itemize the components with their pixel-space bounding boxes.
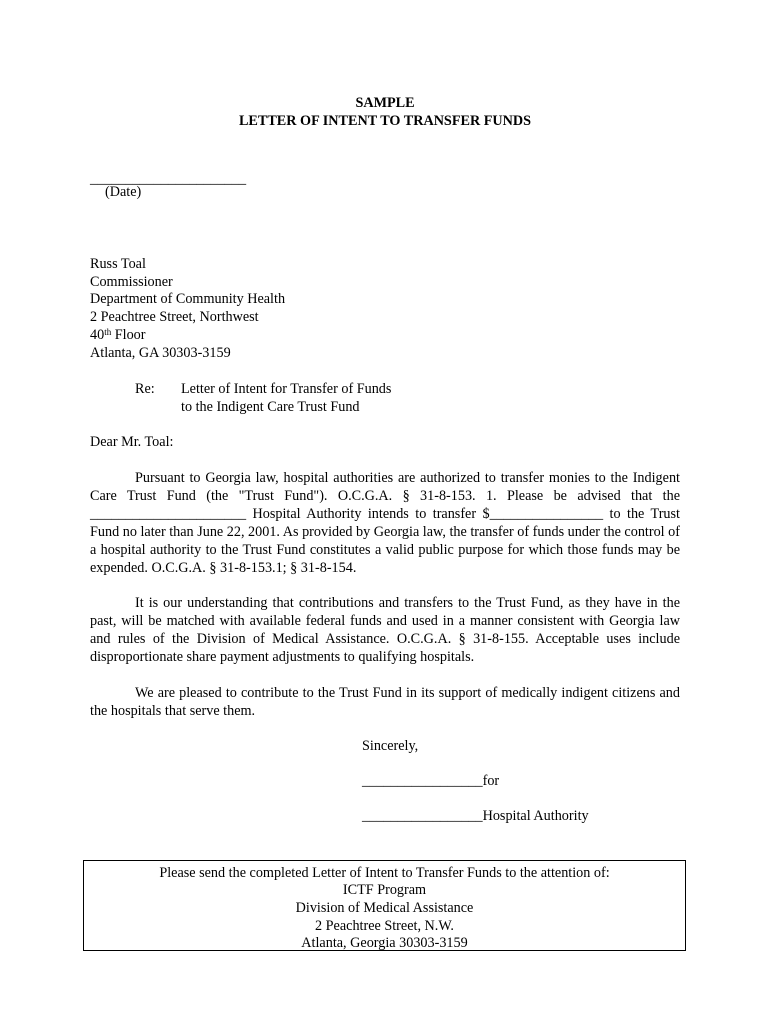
floor-suffix: th <box>104 327 112 337</box>
recipient-street: 2 Peachtree Street, Northwest <box>90 309 259 325</box>
paragraph-text: We are pleased to contribute to the Trust Fund in its support of medically indigent citizens and the hospitals that serve them. <box>90 685 680 719</box>
floor-number: 40 <box>90 327 105 343</box>
box-line-program: ICTF Program <box>342 882 427 898</box>
document-title: SAMPLE <box>355 95 415 111</box>
signature-line-for: _________________for <box>362 773 500 789</box>
body-paragraph-2 <box>90 594 680 666</box>
paragraph-text: It is our understanding that contributions and transfers to the Trust Fund, as they have in the past, will be matched with available federal funds and used in a manner consistent with Georgia law and rules of the Division of Medical Assistance. O.C.G.A. § 31-8-155. Acceptable uses include disproportionate share payment adjustments to qualifying hospitals. <box>90 595 680 665</box>
re-line-2: to the Indigent Care Trust Fund <box>181 399 360 415</box>
body-paragraph-3 <box>90 684 680 720</box>
mailing-instructions-box <box>83 860 686 951</box>
box-line-division: Division of Medical Assistance <box>295 900 474 916</box>
closing-sincerely: Sincerely, <box>362 738 419 754</box>
recipient-name: Russ Toal <box>90 256 146 272</box>
box-line-city: Atlanta, Georgia 30303-3159 <box>301 935 468 951</box>
re-label: Re: <box>135 381 155 397</box>
paragraph-text: Pursuant to Georgia law, hospital authorities are authorized to transfer monies to the Indigent Care Trust Fund (the "Trust Fund"). O.C.G.A. § 31-8-153. 1. Please be advised that the ______________________ Hospital Authority intends to transfer $________________ to the Trust Fund no later than June 22, 2001. As provided by Georgia law, the transfer of funds under the control of a hospital authority to the Trust Fund constitutes a valid public purpose for which those funds may be expended. O.C.G.A. § 31-8-153.1; § 31-8-154. <box>90 470 680 576</box>
box-line-street: 2 Peachtree Street, N.W. <box>315 918 454 934</box>
recipient-title: Commissioner <box>90 274 173 290</box>
recipient-department: Department of Community Health <box>90 291 286 307</box>
recipient-city-state-zip: Atlanta, GA 30303-3159 <box>90 345 231 361</box>
document-subtitle: LETTER OF INTENT TO TRANSFER FUNDS <box>238 113 532 129</box>
re-line-1: Letter of Intent for Transfer of Funds <box>181 381 392 397</box>
recipient-floor <box>90 326 146 344</box>
body-paragraph-1 <box>90 469 680 577</box>
floor-word: Floor <box>111 327 146 343</box>
salutation: Dear Mr. Toal: <box>90 434 174 450</box>
date-blank-line: ______________________ <box>90 171 247 187</box>
box-line-instruction: Please send the completed Letter of Intent to Transfer Funds to the attention of: <box>159 865 610 881</box>
date-label: (Date) <box>105 184 142 200</box>
signature-line-authority: _________________Hospital Authority <box>362 808 589 824</box>
